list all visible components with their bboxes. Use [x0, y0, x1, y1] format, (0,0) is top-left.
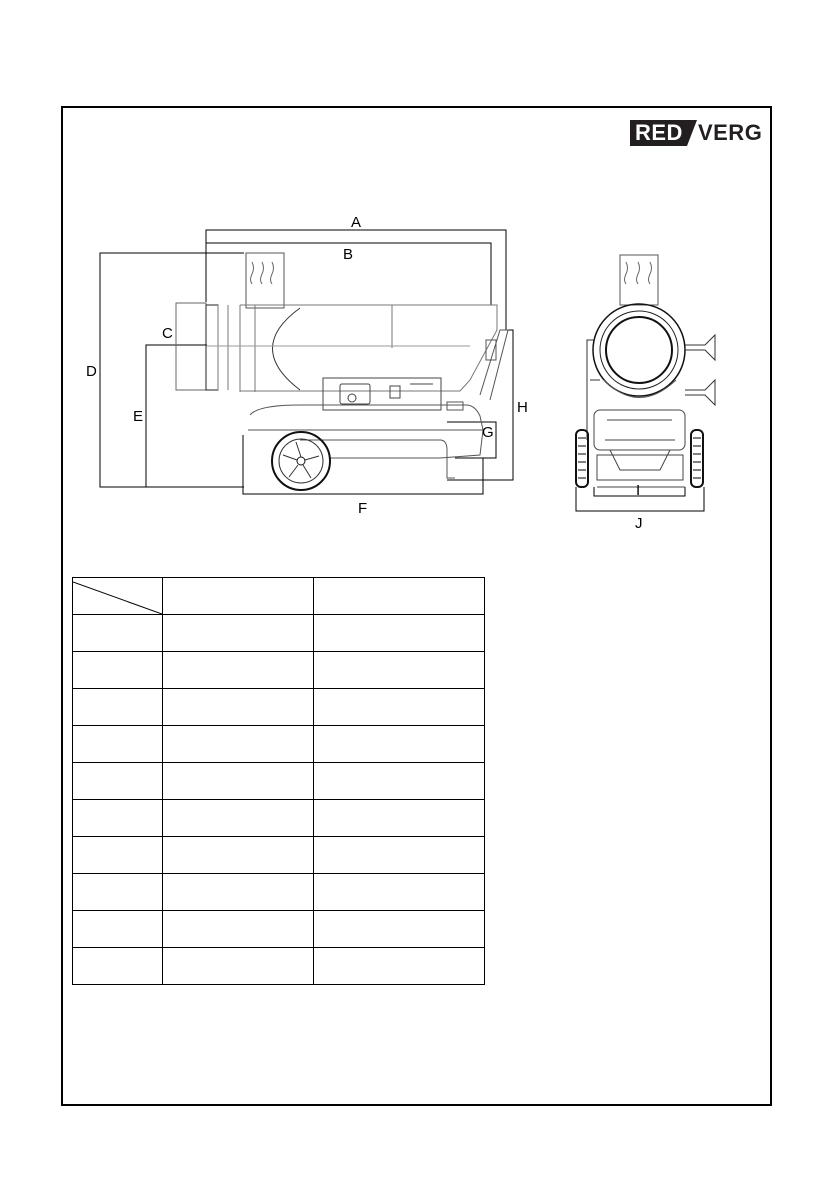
table-cell	[163, 763, 314, 800]
burner-tube	[176, 303, 497, 392]
table-cell	[314, 800, 485, 837]
label-j: J	[635, 515, 643, 532]
table-cell	[314, 763, 485, 800]
table-cell	[73, 948, 163, 985]
table-cell	[163, 615, 314, 652]
table-cell	[163, 652, 314, 689]
table-row	[73, 652, 485, 689]
table-row	[73, 874, 485, 911]
table-cell	[73, 837, 163, 874]
chimney-side	[246, 253, 284, 308]
table-cell	[314, 726, 485, 763]
table-cell	[163, 800, 314, 837]
table-cell	[314, 874, 485, 911]
label-a: A	[351, 214, 362, 231]
table-row	[73, 911, 485, 948]
table-row	[73, 726, 485, 763]
label-b: B	[343, 246, 354, 263]
table-cell	[73, 874, 163, 911]
label-g: G	[482, 424, 494, 441]
wheel-left-front	[576, 430, 588, 487]
wheel-right-front	[691, 430, 703, 487]
dim-line-d	[100, 253, 244, 487]
table-row	[73, 763, 485, 800]
fuel-tank-side	[248, 330, 508, 478]
table-cell	[73, 689, 163, 726]
table-row	[73, 615, 485, 652]
table-header-row	[73, 578, 485, 615]
table-cell	[73, 615, 163, 652]
label-i: I	[636, 482, 641, 499]
table-cell	[163, 911, 314, 948]
table-cell	[73, 763, 163, 800]
table-cell	[314, 578, 485, 615]
wheel-side	[272, 432, 330, 490]
table-cell	[163, 726, 314, 763]
table-cell	[314, 911, 485, 948]
table-cell	[314, 837, 485, 874]
table-cell	[163, 689, 314, 726]
table-cell	[73, 578, 163, 615]
table-cell	[73, 652, 163, 689]
label-d: D	[86, 363, 97, 380]
label-e: E	[133, 408, 144, 425]
table-row	[73, 689, 485, 726]
logo-verg: VERG	[697, 120, 763, 145]
logo-red: RED	[630, 120, 687, 146]
table-cell	[314, 689, 485, 726]
table-cell	[163, 948, 314, 985]
table-cell	[73, 726, 163, 763]
table-row	[73, 948, 485, 985]
frame-front	[594, 410, 685, 487]
table-row	[73, 800, 485, 837]
table-cell	[73, 911, 163, 948]
chimney-front	[620, 255, 658, 305]
dimensions-table	[72, 577, 485, 985]
corner-diagonal	[73, 578, 162, 614]
burner-front	[593, 304, 685, 398]
table-cell	[163, 837, 314, 874]
table-cell	[314, 652, 485, 689]
table-cell	[314, 615, 485, 652]
table-cell	[163, 874, 314, 911]
table-row	[73, 837, 485, 874]
label-c: C	[162, 325, 173, 342]
table-cell	[73, 800, 163, 837]
label-f: F	[358, 500, 368, 517]
table-cell	[314, 948, 485, 985]
table-cell	[163, 578, 314, 615]
label-h: H	[517, 399, 528, 416]
